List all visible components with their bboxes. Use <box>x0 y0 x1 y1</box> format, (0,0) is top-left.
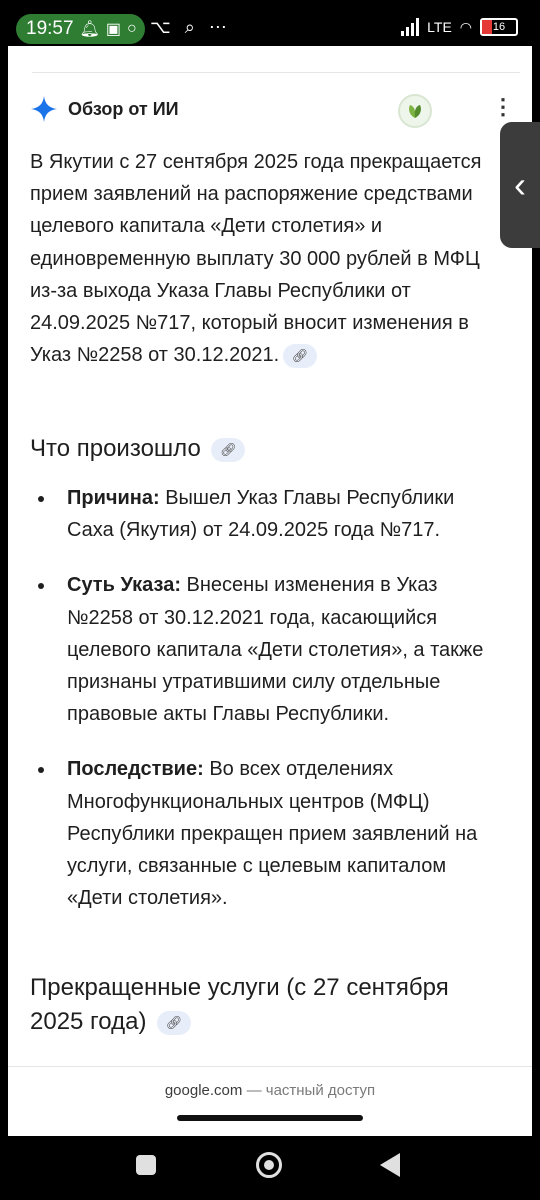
system-nav-bar <box>0 1136 540 1200</box>
nfc-icon: ▣ <box>105 21 121 38</box>
wifi-icon: ◠ <box>459 18 472 35</box>
overview-summary <box>30 146 500 371</box>
section2-heading-text: Прекращенные услуги (с 27 сентября 2025 года) <box>30 974 449 1035</box>
footer-separator: — <box>242 1082 266 1099</box>
status-extra-icons <box>150 17 227 38</box>
top-divider <box>32 72 520 73</box>
list-item <box>30 482 500 546</box>
item-label: Причина: <box>67 487 160 509</box>
share-icon: ⌥ <box>150 17 171 37</box>
summary-text: В Якутии с 27 сентября 2025 года прекращается прием заявлений на распоряжение средствами целевого капитала «Дети столетия» и единовременную выплату 30 000 рублей в МФЦ из-за выхода Указа Главы Республики от 24.09.2025 №717, который вносит изменения в Указ №2258 от 30.12.2021. <box>30 151 482 367</box>
whatsapp-icon: ○ <box>126 20 137 37</box>
status-right <box>401 18 518 36</box>
list-item <box>30 569 500 730</box>
chevron-left-icon: ‹ <box>514 164 526 205</box>
leaf-icon <box>405 101 425 121</box>
recents-button[interactable] <box>136 1155 156 1175</box>
item-text: Вышел Указ Главы Республики Саха (Якутия) от 24.09.2025 года №717. <box>67 487 455 542</box>
overview-title: Обзор от ИИ <box>68 98 179 119</box>
network-type: LTE <box>427 19 452 35</box>
status-time: 19:57 <box>26 18 74 39</box>
back-button[interactable] <box>380 1153 400 1177</box>
link-icon[interactable]: 🔗︎ <box>283 344 317 368</box>
footer-divider <box>8 1066 532 1067</box>
mute-icon: 🔔︎ <box>79 21 100 38</box>
section-heading-stopped-services <box>30 971 500 1039</box>
source-logo-icon[interactable] <box>398 94 432 128</box>
search-icon: ⌕ <box>184 17 195 37</box>
link-icon[interactable]: 🔗︎ <box>211 438 245 462</box>
what-happened-list <box>30 482 500 937</box>
section-heading-what-happened <box>30 432 500 466</box>
item-text: Во всех отделениях Многофункциональных центров (МФЦ) Республики прекращен прием заявлений на услуги, связанные с целевым капиталом «Дети столетия». <box>67 758 478 910</box>
footer-domain: google.com <box>164 1082 243 1099</box>
gesture-bar[interactable] <box>177 1115 363 1121</box>
side-panel-handle[interactable] <box>500 122 540 248</box>
footer-note: частный доступ <box>265 1082 376 1099</box>
section1-heading-text: Что произошло <box>30 435 201 462</box>
battery-icon <box>480 18 518 36</box>
item-text: Внесены изменения в Указ №2258 от 30.12.2021 года, касающийся целевого капитала «Дети столетия», а также признаны утратившими силу отдельные правовые акты Главы Республики. <box>67 574 484 726</box>
ai-overview-panel <box>8 46 532 1136</box>
overview-header <box>30 94 514 124</box>
browser-footer <box>8 1082 532 1099</box>
sparkle-icon <box>30 95 58 123</box>
signal-icon <box>401 18 419 36</box>
home-button[interactable] <box>256 1152 282 1178</box>
item-label: Последствие: <box>67 758 204 781</box>
battery-level: 16 <box>492 21 506 33</box>
more-icon: ⋯ <box>208 17 227 37</box>
link-icon[interactable]: 🔗︎ <box>157 1011 191 1035</box>
kebab-menu-icon[interactable]: ⋮ <box>492 94 514 119</box>
call-indicator-pill[interactable] <box>16 14 145 44</box>
item-label: Суть Указа: <box>67 574 181 597</box>
status-bar <box>0 0 540 46</box>
list-item <box>30 753 500 914</box>
